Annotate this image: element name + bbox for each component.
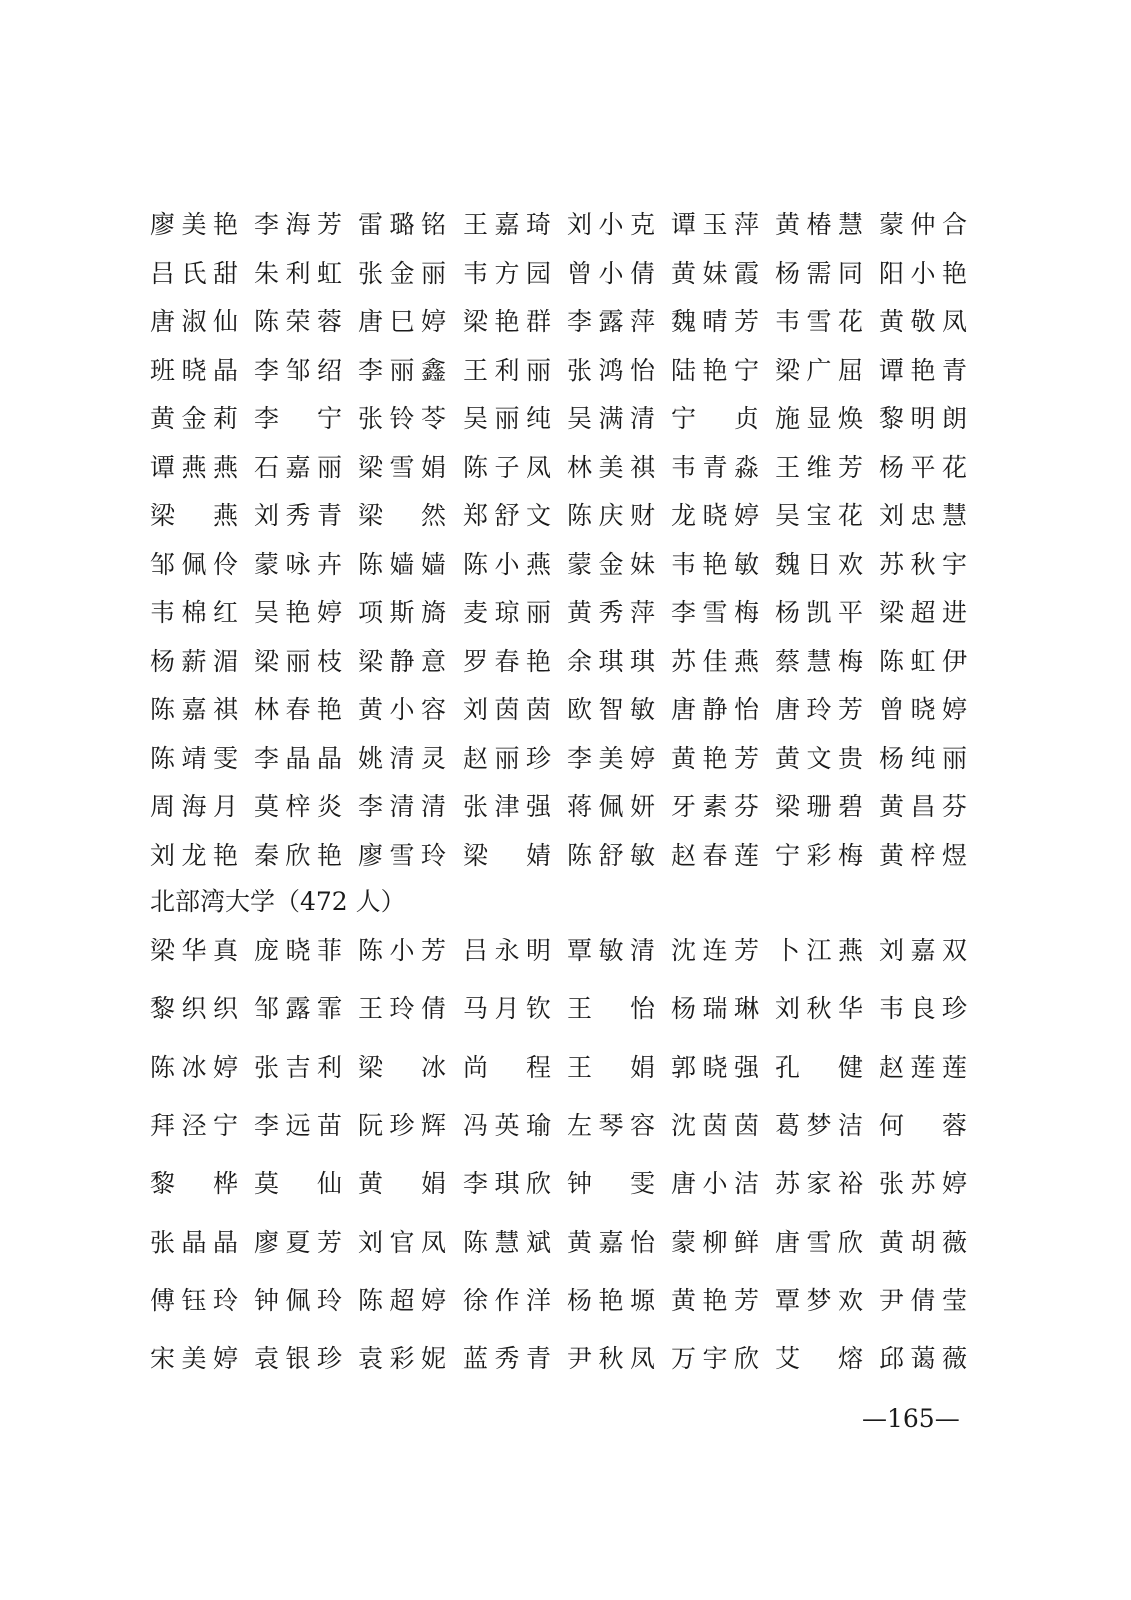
person-name: 魏晴芳 [671, 307, 759, 336]
person-name: 莫 仙 [254, 1169, 342, 1199]
person-name: 陈靖雯 [150, 743, 238, 773]
person-name: 刘秀青 [254, 501, 342, 530]
person-name: 陈嫱嫱 [358, 549, 446, 579]
person-name: 刘忠慧 [879, 501, 967, 530]
name-row [150, 1344, 970, 1374]
person-name: 姚清灵 [358, 743, 446, 773]
person-name: 陈小燕 [463, 549, 551, 579]
person-name: 艾 熔 [775, 1344, 863, 1374]
section-heading: 北部湾大学（472 人） [150, 887, 406, 916]
person-name: 黄秀萍 [567, 598, 655, 627]
person-name: 陈嘉祺 [150, 695, 238, 724]
person-name: 杨瑞琳 [671, 994, 759, 1024]
person-name: 谭玉萍 [671, 210, 759, 239]
person-name: 张金丽 [358, 258, 446, 288]
person-name: 梁丽枝 [254, 646, 342, 676]
name-row [150, 453, 970, 483]
person-name: 郭晓强 [671, 1052, 759, 1082]
name-row [150, 841, 970, 871]
person-name: 杨平花 [879, 452, 967, 482]
person-name: 莫梓炎 [254, 792, 342, 821]
person-name: 拜泾宁 [150, 1110, 238, 1140]
person-name: 李邹绍 [254, 355, 342, 385]
person-name: 梁 冰 [358, 1052, 446, 1082]
name-row [150, 744, 970, 774]
name-row [150, 356, 970, 386]
person-name: 郑舒文 [463, 501, 551, 530]
person-name: 黄艳芳 [671, 1285, 759, 1315]
person-name: 陈子凤 [463, 452, 551, 482]
person-name: 吴满清 [567, 404, 655, 433]
person-name: 李 宁 [254, 404, 342, 433]
person-name: 宋美婷 [150, 1344, 238, 1374]
page-number: —165— [862, 1404, 960, 1433]
person-name: 卜江燕 [775, 936, 863, 965]
person-name: 李远苗 [254, 1110, 342, 1140]
name-row [150, 1111, 970, 1141]
person-name: 唐淑仙 [150, 307, 238, 336]
person-name: 班晓晶 [150, 355, 238, 385]
person-name: 施显焕 [775, 404, 863, 433]
person-name: 梁华真 [150, 936, 238, 965]
person-name: 赵春莲 [671, 840, 759, 870]
person-name: 邱蔼薇 [879, 1344, 967, 1374]
person-name: 尚 程 [463, 1052, 551, 1082]
person-name: 唐玲芳 [775, 695, 863, 724]
person-name: 梁广屈 [775, 355, 863, 385]
person-name: 梁 然 [358, 501, 446, 530]
person-name: 张苏婷 [879, 1169, 967, 1199]
person-name: 庞晓菲 [254, 936, 342, 965]
person-name: 黄昌芬 [879, 792, 967, 821]
person-name: 王利丽 [463, 355, 551, 385]
person-name: 王嘉琦 [463, 210, 551, 239]
person-name: 尹倩莹 [879, 1285, 967, 1315]
person-name: 陈小芳 [358, 936, 446, 965]
person-name: 韦良珍 [879, 994, 967, 1024]
person-name: 李晶晶 [254, 743, 342, 773]
person-name: 苏秋宇 [879, 549, 967, 579]
person-name: 曾小倩 [567, 258, 655, 288]
person-name: 蒙仲合 [879, 210, 967, 239]
person-name: 梁艳群 [463, 307, 551, 336]
person-name: 唐雪欣 [775, 1227, 863, 1257]
person-name: 邹露霏 [254, 994, 342, 1024]
person-name: 黄小容 [358, 695, 446, 724]
person-name: 王 怡 [567, 994, 655, 1024]
person-name: 谭燕燕 [150, 452, 238, 482]
person-name: 梁静意 [358, 646, 446, 676]
person-name: 黄文贵 [775, 743, 863, 773]
person-name: 韦棉红 [150, 598, 238, 627]
person-name: 覃梦欢 [775, 1285, 863, 1315]
person-name: 李美婷 [567, 743, 655, 773]
person-name: 吴艳婷 [254, 598, 342, 627]
person-name: 杨需同 [775, 258, 863, 288]
person-name: 黄 娟 [358, 1169, 446, 1199]
person-name: 廖夏芳 [254, 1227, 342, 1257]
person-name: 何 蓉 [879, 1110, 967, 1140]
person-name: 陈冰婷 [150, 1052, 238, 1082]
person-name: 麦琼丽 [463, 598, 551, 627]
person-name: 吴丽纯 [463, 404, 551, 433]
person-name: 唐静怡 [671, 695, 759, 724]
name-row [150, 994, 970, 1024]
person-name: 张鸿怡 [567, 355, 655, 385]
name-row [150, 647, 970, 677]
name-row [150, 550, 970, 580]
person-name: 陈慧斌 [463, 1227, 551, 1257]
name-row [150, 1169, 970, 1199]
person-name: 张吉利 [254, 1052, 342, 1082]
person-name: 阳小艳 [879, 258, 967, 288]
person-name: 唐巳婷 [358, 307, 446, 336]
person-name: 蒙金妹 [567, 549, 655, 579]
person-name: 赵丽珍 [463, 743, 551, 773]
person-name: 王玲倩 [358, 994, 446, 1024]
name-row [150, 598, 970, 628]
person-name: 李丽鑫 [358, 355, 446, 385]
person-name: 秦欣艳 [254, 840, 342, 870]
person-name: 韦青淼 [671, 452, 759, 482]
name-row [150, 1053, 970, 1083]
name-row [150, 1228, 970, 1258]
person-name: 朱利虹 [254, 258, 342, 288]
person-name: 陈超婷 [358, 1285, 446, 1315]
person-name: 韦艳敏 [671, 549, 759, 579]
person-name: 张晶晶 [150, 1227, 238, 1257]
person-name: 覃敏清 [567, 936, 655, 965]
person-name: 黄艳芳 [671, 743, 759, 773]
person-name: 罗春艳 [463, 646, 551, 676]
person-name: 吕永明 [463, 936, 551, 965]
person-name: 黎 桦 [150, 1169, 238, 1199]
person-name: 吕氏甜 [150, 258, 238, 288]
person-name: 阮珍辉 [358, 1110, 446, 1140]
person-name: 黄敬凤 [879, 307, 967, 336]
name-row [150, 259, 970, 289]
person-name: 杨纯丽 [879, 743, 967, 773]
person-name: 黄椿慧 [775, 210, 863, 239]
name-row [150, 307, 970, 337]
person-name: 陈虹伊 [879, 646, 967, 676]
person-name: 黎织织 [150, 994, 238, 1024]
person-name: 杨凯平 [775, 598, 863, 627]
person-name: 刘秋华 [775, 994, 863, 1024]
person-name: 蔡慧梅 [775, 646, 863, 676]
person-name: 孔 健 [775, 1052, 863, 1082]
person-name: 韦方园 [463, 258, 551, 288]
person-name: 蓝秀青 [463, 1344, 551, 1374]
person-name: 沈茵茵 [671, 1110, 759, 1140]
name-row [150, 404, 970, 434]
person-name: 陆艳宁 [671, 355, 759, 385]
person-name: 李清清 [358, 792, 446, 821]
person-name: 林春艳 [254, 695, 342, 724]
person-name: 欧智敏 [567, 695, 655, 724]
person-name: 张津强 [463, 792, 551, 821]
person-name: 宁彩梅 [775, 840, 863, 870]
name-row [150, 501, 970, 531]
person-name: 陈舒敏 [567, 840, 655, 870]
person-name: 周海月 [150, 792, 238, 821]
person-name: 黎明朗 [879, 404, 967, 433]
person-name: 宁 贞 [671, 404, 759, 433]
person-name: 刘小克 [567, 210, 655, 239]
person-name: 廖雪玲 [358, 840, 446, 870]
person-name: 马月钦 [463, 994, 551, 1024]
person-name: 林美祺 [567, 452, 655, 482]
person-name: 牙素芬 [671, 792, 759, 821]
person-name: 左琴容 [567, 1110, 655, 1140]
person-name: 黄金莉 [150, 404, 238, 433]
person-name: 龙晓婷 [671, 501, 759, 530]
person-name: 黄梓煜 [879, 840, 967, 870]
person-name: 王 娟 [567, 1052, 655, 1082]
person-name: 项斯旖 [358, 598, 446, 627]
person-name: 王维芳 [775, 452, 863, 482]
person-name: 邹佩伶 [150, 549, 238, 579]
person-name: 李海芳 [254, 210, 342, 239]
person-name: 梁 燕 [150, 501, 238, 530]
person-name: 蒋佩妍 [567, 792, 655, 821]
person-name: 廖美艳 [150, 210, 238, 239]
person-name: 李琪欣 [463, 1169, 551, 1199]
name-row [150, 936, 970, 966]
person-name: 梁 婧 [463, 840, 551, 870]
person-name: 曾晓婷 [879, 695, 967, 724]
person-name: 杨薪湄 [150, 646, 238, 676]
person-name: 蒙柳鲜 [671, 1227, 759, 1257]
person-name: 苏佳燕 [671, 646, 759, 676]
person-name: 蒙咏卉 [254, 549, 342, 579]
name-row [150, 792, 970, 822]
person-name: 袁银珍 [254, 1344, 342, 1374]
name-row [150, 210, 970, 240]
person-name: 黄嘉怡 [567, 1227, 655, 1257]
person-name: 尹秋凤 [567, 1344, 655, 1374]
person-name: 雷璐铭 [358, 210, 446, 239]
person-name: 张铃苓 [358, 404, 446, 433]
person-name: 钟 雯 [567, 1169, 655, 1199]
person-name: 魏日欢 [775, 549, 863, 579]
person-name: 韦雪花 [775, 307, 863, 336]
person-name: 余琪琪 [567, 646, 655, 676]
person-name: 刘龙艳 [150, 840, 238, 870]
person-name: 李雪梅 [671, 598, 759, 627]
person-name: 梁珊碧 [775, 792, 863, 821]
person-name: 谭艳青 [879, 355, 967, 385]
person-name: 钟佩玲 [254, 1285, 342, 1315]
person-name: 吴宝花 [775, 501, 863, 530]
name-row [150, 695, 970, 725]
person-name: 刘嘉双 [879, 936, 967, 965]
person-name: 陈庆财 [567, 501, 655, 530]
person-name: 葛梦洁 [775, 1110, 863, 1140]
person-name: 黄胡薇 [879, 1227, 967, 1257]
person-name: 赵莲莲 [879, 1052, 967, 1082]
person-name: 万宇欣 [671, 1344, 759, 1374]
person-name: 石嘉丽 [254, 452, 342, 482]
person-name: 刘茵茵 [463, 695, 551, 724]
person-name: 杨艳塬 [567, 1285, 655, 1315]
person-name: 梁超进 [879, 598, 967, 627]
person-name: 冯英瑜 [463, 1110, 551, 1140]
person-name: 唐小洁 [671, 1169, 759, 1199]
person-name: 沈连芳 [671, 936, 759, 965]
person-name: 刘官凤 [358, 1227, 446, 1257]
person-name: 苏家裕 [775, 1169, 863, 1199]
person-name: 黄妹霞 [671, 258, 759, 288]
person-name: 梁雪娟 [358, 452, 446, 482]
name-row [150, 1286, 970, 1316]
person-name: 徐作洋 [463, 1285, 551, 1315]
person-name: 傅钰玲 [150, 1285, 238, 1315]
person-name: 李露萍 [567, 307, 655, 336]
person-name: 袁彩妮 [358, 1344, 446, 1374]
person-name: 陈荣蓉 [254, 307, 342, 336]
